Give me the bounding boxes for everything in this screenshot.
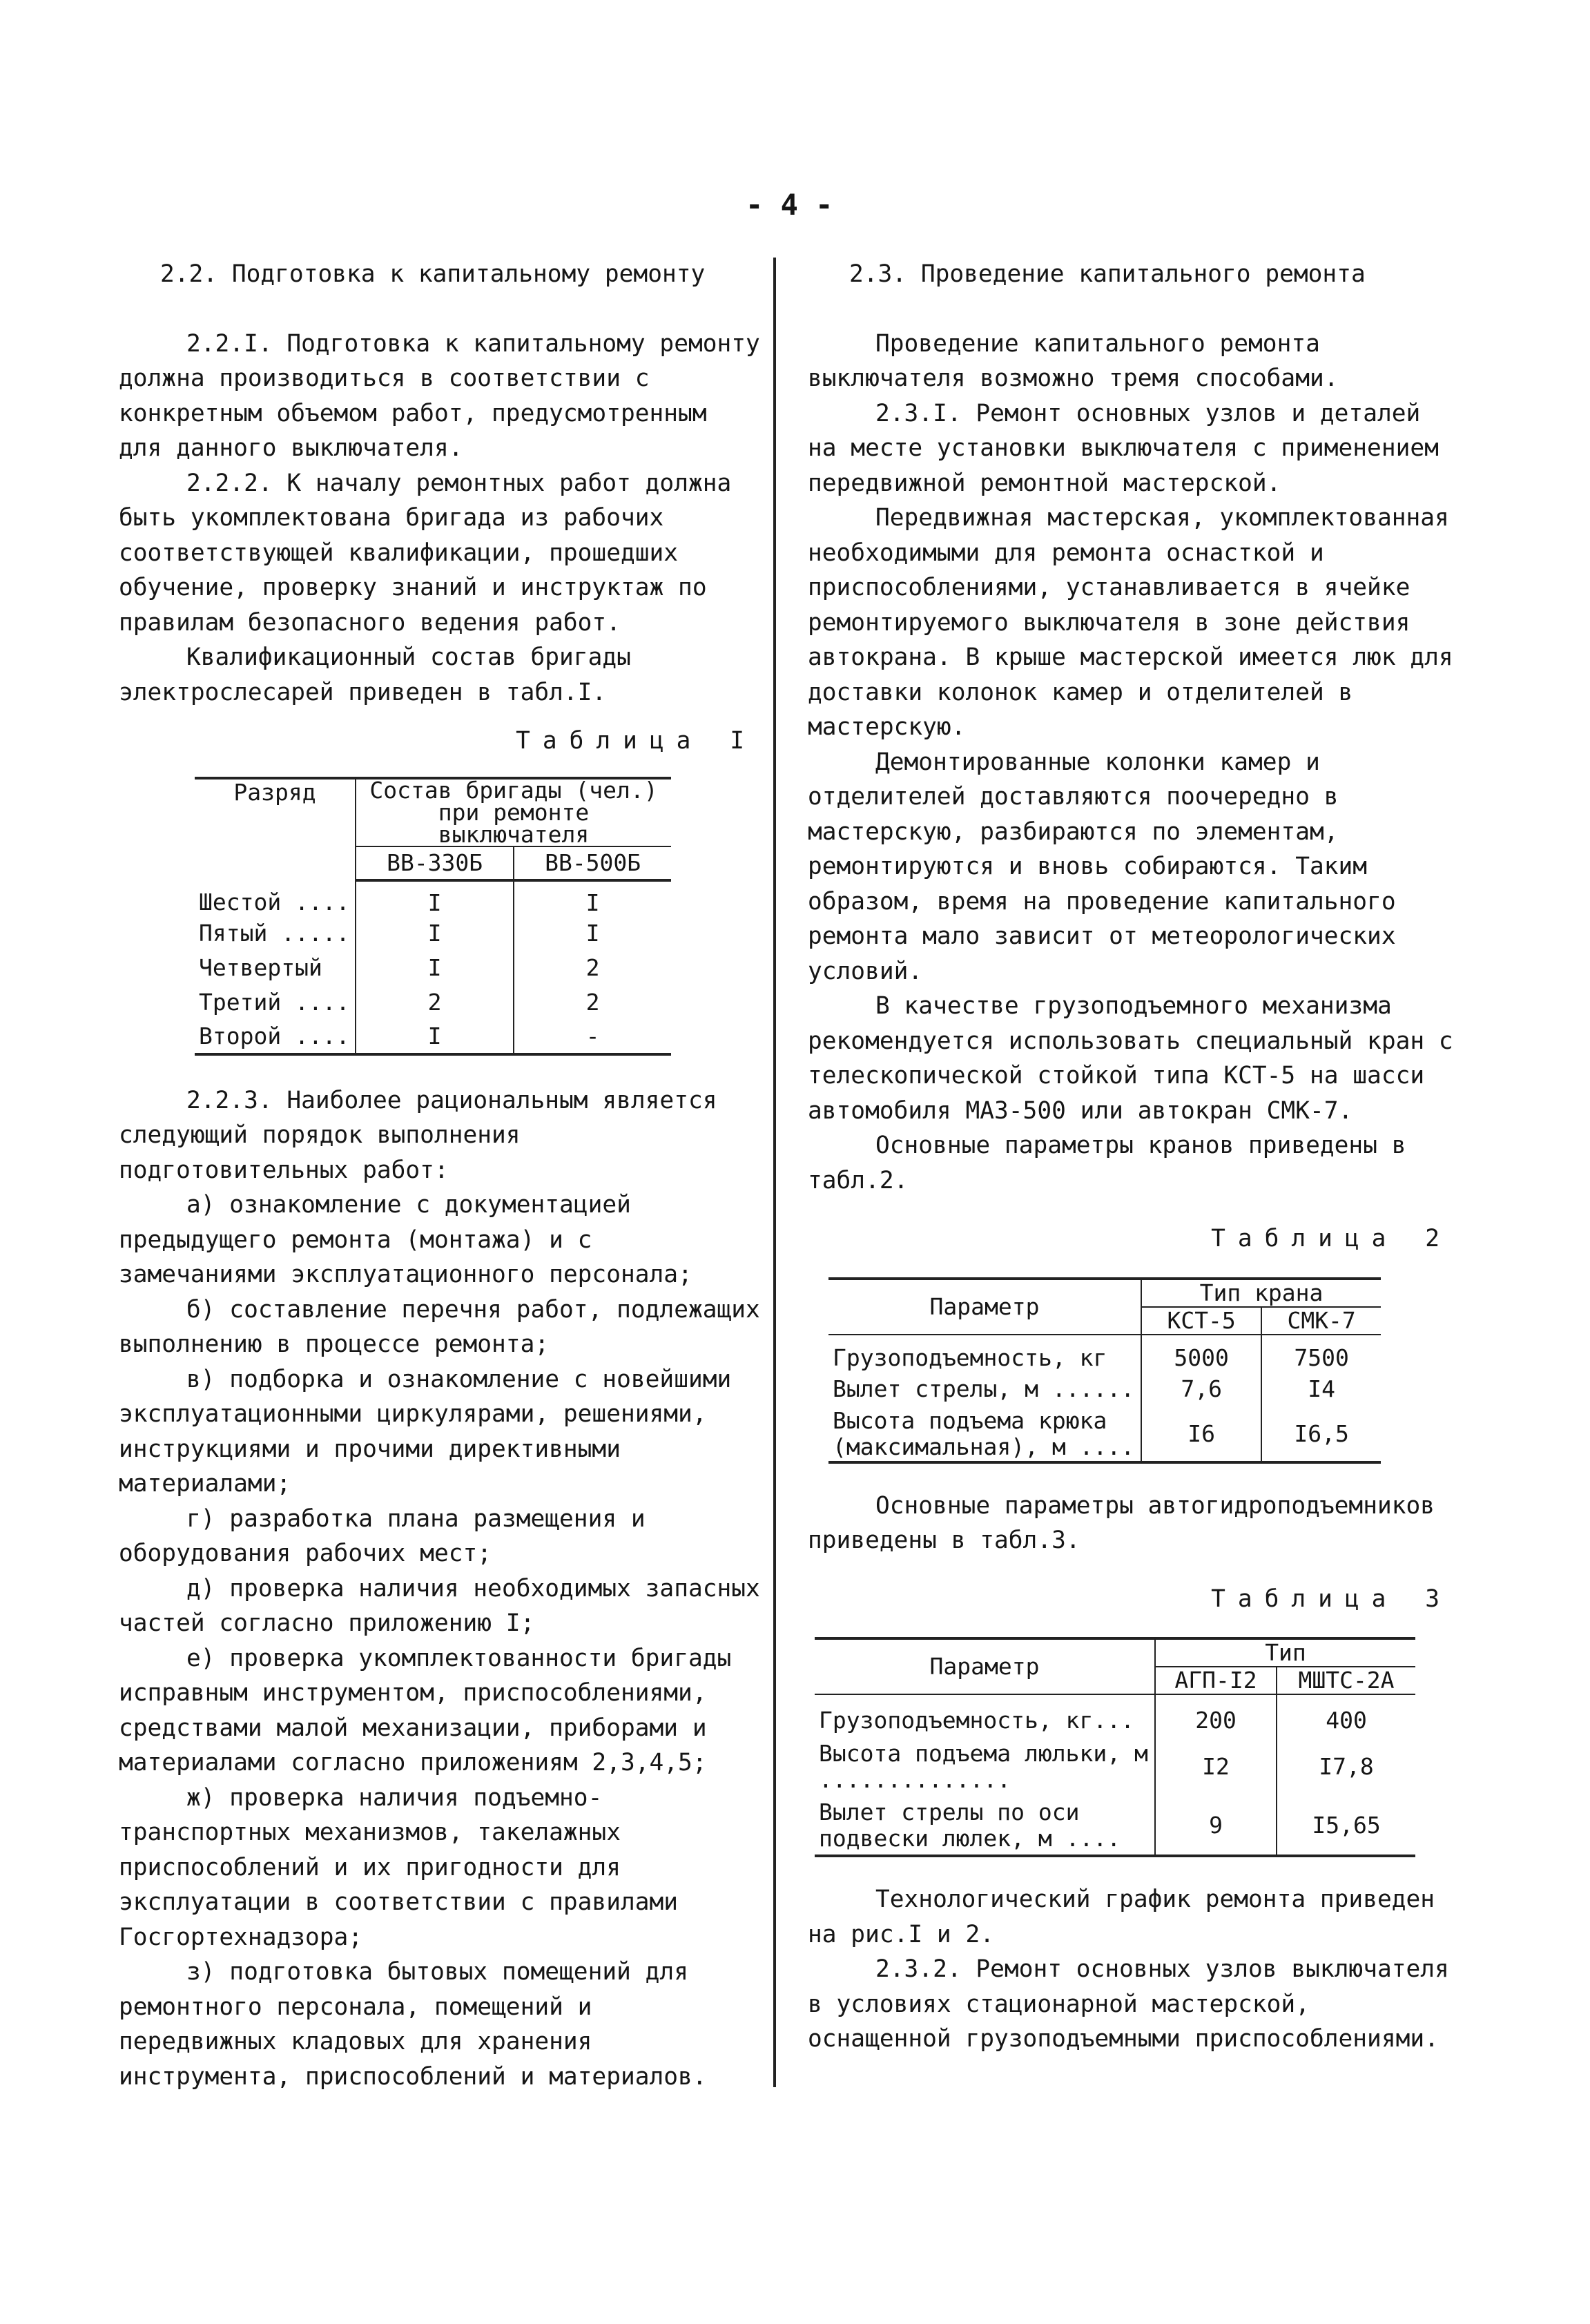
table3-cell: 400: [1326, 1706, 1367, 1734]
table3-header-col-a: АГП-I2: [1155, 1667, 1277, 1694]
table-row: [828, 1335, 1381, 1371]
list-item: в) подборка и ознакомление с новейшими эксплуатационными циркулярами, решениями, инструкциями и прочими директивными материалами;: [119, 1365, 732, 1498]
paragraph-intro: Проведение капитального ремонта выключателя возможно тремя способами.: [808, 329, 1339, 392]
table-row: [195, 951, 671, 985]
paragraph-qualification: Квалификационный состав бригады электрослесарей приведен в табл.I.: [119, 643, 631, 706]
table2-caption: Таблица 2: [1211, 1225, 1452, 1252]
table3-cell: 200: [1155, 1694, 1277, 1737]
table-row: [828, 1371, 1381, 1407]
table-row: [815, 1694, 1415, 1737]
column-divider: [773, 258, 776, 2087]
table1-cell: I: [356, 951, 514, 985]
paragraph-2-2-1: 2.2.I. Подготовка к капитальному ремонту должна производиться в соответствии с конкретным объемом работ, предусмотренным для данного выключателя.: [119, 329, 760, 462]
table2: [828, 1277, 1381, 1464]
table3-header-group: Тип: [1155, 1638, 1415, 1667]
paragraph-2-2-2: 2.2.2. К началу ремонтных работ должна быть укомплектована бригада из рабочих соответствующей квалификации, прошедших обучение, проверку знаний и инструктаж по правилам безопасного ведения работ.: [119, 469, 732, 637]
table2-header-group: Тип крана: [1141, 1279, 1381, 1307]
table1-cell: I: [356, 880, 514, 916]
table1-cell: I: [585, 889, 600, 916]
table2-cell: I6,5: [1261, 1407, 1381, 1462]
table1-header-group: Состав бригады (чел.) при ремонте выключателя: [356, 778, 671, 846]
table3-param: Высота подъема люльки, м ..............: [815, 1737, 1155, 1797]
table1-rank: Четвертый: [195, 951, 356, 985]
list-item: г) разработка плана размещения и оборудования рабочих мест;: [119, 1504, 646, 1567]
table3-cell: I2: [1155, 1737, 1277, 1797]
page-number: - 4 -: [746, 188, 833, 222]
table2-cell: I4: [1308, 1375, 1335, 1402]
list-item: б) составление перечня работ, подлежащих выполнению в процессе ремонта;: [119, 1295, 760, 1358]
table3-cell: 9: [1155, 1797, 1277, 1856]
table2-param: Грузоподъемность, кг: [828, 1335, 1141, 1371]
table1-header-col-a: ВВ-330Б: [356, 846, 514, 880]
table1-rank: Второй ....: [195, 1020, 356, 1054]
table1-rank: Шестой ....: [195, 880, 356, 916]
table1-cell: 2: [356, 985, 514, 1020]
table1-cell: I: [356, 1020, 514, 1054]
table1-cell: 2: [585, 953, 600, 981]
table-row: [195, 880, 671, 916]
table3-caption: Таблица 3: [1211, 1585, 1452, 1613]
table2-cell: 7,6: [1141, 1371, 1261, 1407]
table-row: [815, 1797, 1415, 1856]
table-row: [195, 916, 671, 951]
table3-header-param: Параметр: [815, 1638, 1155, 1694]
table-row: [815, 1737, 1415, 1797]
paragraph-params-2: Основные параметры кранов приведены в табл.2.: [808, 1132, 1406, 1194]
paragraph-tech-graph: Технологический график ремонта приведен на рис.I и 2.: [808, 1886, 1435, 1948]
table1-cell: -: [514, 1020, 671, 1054]
paragraph-crane: В качестве грузоподъемного механизма рекомендуется использовать специальный кран с телескопической стойкой типа КСТ-5 на шасси автомобиля МАЗ-500 или автокран СМК-7.: [808, 992, 1453, 1125]
table1-header-col-b: ВВ-500Б: [514, 846, 671, 880]
table2-header-col-b: СМК-7: [1261, 1307, 1381, 1335]
paragraph-params-3: Основные параметры автогидроподъемников приведены в табл.3.: [808, 1491, 1435, 1554]
list-item: е) проверка укомплектованности бригады исправным инструментом, приспособлениями, средствами малой механизации, приборами и материалами согласно приложениям 2,3,4,5;: [119, 1644, 732, 1776]
paragraph-mobile-workshop: Передвижная мастерская, укомплектованная необходимыми для ремонта оснасткой и приспособлениями, устанавливается в ячейке ремонтируемого выключателя в зоне действия автокрана. В крыше мастерской имеется люк для доставки колонок камер и отделителей в мастерскую.: [808, 504, 1453, 741]
table1-rank: Пятый .....: [195, 916, 356, 951]
table1-cell: I: [356, 916, 514, 951]
paragraph-dismantled: Демонтированные колонки камер и отделителей доставляются поочередно в мастерскую, разбираются по элементам, ремонтируются и вновь собираются. Таким образом, время на проведение капитального ремонта мало зависит от метеорологических условий.: [808, 748, 1396, 985]
section-heading-2-2: 2.2. Подготовка к капитальному ремонту: [160, 260, 706, 288]
table2-param: Вылет стрелы, м ......: [828, 1371, 1141, 1407]
table2-cell: 5000: [1141, 1335, 1261, 1371]
list-item: з) подготовка бытовых помещений для ремонтного персонала, помещений и передвижных кладовых для хранения инструмента, приспособлений и материалов.: [119, 1958, 707, 2091]
paragraph-2-2-3: 2.2.3. Наиболее рациональным является следующий порядок выполнения подготовительных работ:: [119, 1086, 717, 1184]
table3-cell: I7,8: [1319, 1753, 1374, 1780]
paragraph-2-3-1: 2.3.I. Ремонт основных узлов и деталей на месте установки выключателя с применением передвижной ремонтной мастерской.: [808, 399, 1439, 497]
table1-cell: 2: [585, 988, 600, 1016]
table1: [195, 777, 671, 1056]
left-column: [119, 257, 761, 2094]
table-row: [195, 985, 671, 1020]
section-heading-2-3: 2.3. Проведение капитального ремонта: [849, 260, 1366, 288]
list-item: а) ознакомление с документацией предыдущего ремонта (монтажа) и с замечаниями эксплуатационного персонала;: [119, 1191, 692, 1288]
right-column: [808, 257, 1460, 2057]
table3-param: Вылет стрелы по оси подвески люлек, м ....: [815, 1797, 1155, 1856]
list-item: д) проверка наличия необходимых запасных частей согласно приложению I;: [119, 1574, 760, 1637]
table2-header-col-a: КСТ-5: [1141, 1307, 1261, 1335]
table2-header-param: Параметр: [828, 1279, 1141, 1335]
table-row: [195, 1020, 671, 1054]
paragraph-2-3-2: 2.3.2. Ремонт основных узлов выключателя в условиях стационарной мастерской, оснащенной грузоподъемными приспособлениями.: [808, 1955, 1449, 2053]
table3: [815, 1637, 1415, 1857]
table2-cell: I6: [1141, 1407, 1261, 1462]
table3-header-col-b: МШТС-2А: [1277, 1667, 1415, 1694]
table2-cell: 7500: [1294, 1344, 1349, 1371]
table3-cell: I5,65: [1277, 1797, 1415, 1856]
table2-param: Высота подъема крюка (максимальная), м ....: [828, 1407, 1141, 1462]
table3-param: Грузоподъемность, кг...: [815, 1694, 1155, 1737]
list-item: ж) проверка наличия подъемно-транспортных механизмов, такелажных приспособлений и их пригодности для эксплуатации в соответствии с правилами Госгортехнадзора;: [119, 1783, 679, 1951]
table1-caption: Таблица I: [516, 727, 757, 755]
table-row: [828, 1407, 1381, 1462]
table1-cell: I: [585, 919, 600, 947]
table1-rank: Третий ....: [195, 985, 356, 1020]
table1-header-rank: Разряд: [195, 778, 356, 880]
